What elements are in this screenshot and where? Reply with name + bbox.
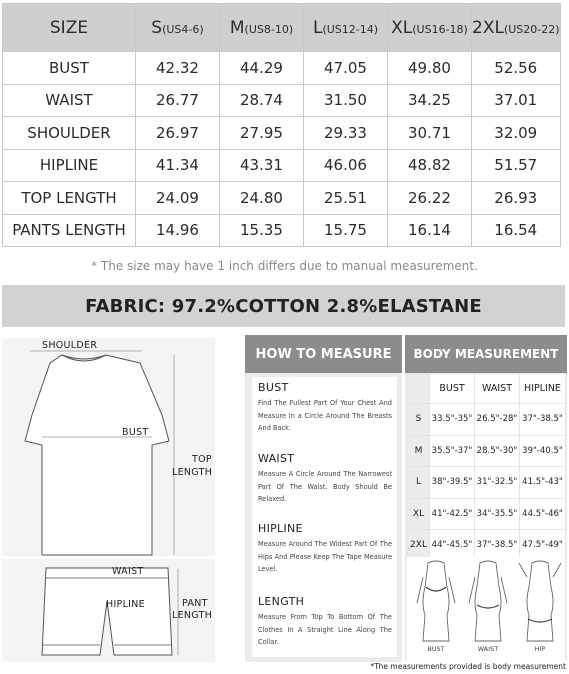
table-cell: 28.5"-30" — [475, 435, 520, 467]
table-cell: 15.35 — [220, 214, 304, 247]
body-measurement-title: BODY MEASUREMENT — [405, 335, 567, 373]
bust-body-icon — [411, 557, 461, 647]
body-measurement-panel — [405, 335, 567, 661]
table-row — [408, 435, 566, 467]
body-measurement-header-row — [408, 374, 566, 404]
waist-figure — [463, 557, 513, 661]
body-measurement-table — [407, 373, 566, 562]
size-cell: S — [408, 404, 430, 436]
measurement-note: * The size may have 1 inch differs due to manual measurement. — [91, 259, 478, 273]
hip-figure — [515, 557, 565, 661]
body-figures — [407, 557, 565, 661]
size-chart-table — [2, 3, 561, 247]
table-row — [3, 182, 561, 215]
measure-item-title: LENGTH — [258, 595, 305, 608]
table-cell: 26.93 — [472, 182, 561, 215]
how-to-measure-title: HOW TO MEASURE — [245, 335, 402, 373]
table-cell: 46.06 — [304, 149, 388, 182]
how-to-measure-panel — [245, 335, 402, 662]
table-cell: 44.29 — [220, 52, 304, 85]
table-row — [3, 117, 561, 150]
table-cell: 26.5"-28" — [475, 404, 520, 436]
table-cell: 52.56 — [472, 52, 561, 85]
size-cell: 2XL — [408, 530, 430, 562]
size-header-l: L(US12-14) — [304, 4, 388, 52]
table-row — [3, 52, 561, 85]
table-cell: 37"-38.5" — [475, 530, 520, 562]
table-cell: 26.77 — [136, 84, 220, 117]
table-cell: 15.75 — [304, 214, 388, 247]
hipline-label: HIPLINE — [106, 599, 145, 610]
table-row — [408, 498, 566, 530]
row-label: WAIST — [3, 84, 136, 117]
size-header-s: S(US4-6) — [136, 4, 220, 52]
shoulder-label: SHOULDER — [42, 340, 98, 351]
table-cell: 16.54 — [472, 214, 561, 247]
table-cell: 39"-40.5" — [520, 435, 566, 467]
table-cell: 41.34 — [136, 149, 220, 182]
waist-label: WAIST — [112, 566, 144, 577]
table-cell: 16.14 — [388, 214, 472, 247]
table-cell: 26.22 — [388, 182, 472, 215]
size-header-2xl: 2XL(US20-22) — [472, 4, 561, 52]
size-header-xl: XL(US16-18) — [388, 4, 472, 52]
measure-item-title: WAIST — [258, 452, 295, 465]
table-cell: 47.5"-49" — [520, 530, 566, 562]
table-cell: 42.32 — [136, 52, 220, 85]
size-cell: XL — [408, 498, 430, 530]
table-cell: 33.5"-35" — [430, 404, 475, 436]
table-cell: 24.80 — [220, 182, 304, 215]
table-cell: 37.01 — [472, 84, 561, 117]
hip-body-icon — [515, 557, 565, 647]
table-cell: 43.31 — [220, 149, 304, 182]
table-cell: 48.82 — [388, 149, 472, 182]
pant-length-label-line1: PANT — [182, 598, 208, 609]
measure-item-desc: Measure From Top To Bottom Of The Clothes In A Straight Line Along The Collar. — [258, 613, 392, 646]
table-cell: 41.5"-43" — [520, 467, 566, 499]
figure-label: BUST — [427, 645, 445, 653]
table-cell: 47.05 — [304, 52, 388, 85]
table-cell: 25.51 — [304, 182, 388, 215]
pant-length-label-line2: LENGTH — [172, 610, 213, 621]
table-cell: 32.09 — [472, 117, 561, 150]
bust-label: BUST — [122, 427, 149, 438]
table-row — [3, 149, 561, 182]
table-cell: 14.96 — [136, 214, 220, 247]
table-cell: 38"-39.5" — [430, 467, 475, 499]
how-to-measure-body — [252, 377, 397, 657]
table-cell: 34"-35.5" — [475, 498, 520, 530]
waist-body-icon — [463, 557, 513, 647]
measure-item-bust — [258, 381, 392, 435]
table-cell: 41"-42.5" — [430, 498, 475, 530]
figure-label: WAIST — [477, 645, 499, 653]
table-cell: 51.57 — [472, 149, 561, 182]
corner-cell — [408, 374, 430, 404]
top-length-label-line1: TOP — [192, 454, 212, 465]
column-header: HIPLINE — [520, 374, 566, 404]
fabric-text: FABRIC: 97.2%COTTON 2.8%ELASTANE — [85, 295, 482, 317]
table-cell: 35.5"-37" — [430, 435, 475, 467]
row-label: HIPLINE — [3, 149, 136, 182]
tshirt-icon — [25, 355, 169, 555]
figure-label: HIP — [534, 645, 546, 653]
table-cell: 26.97 — [136, 117, 220, 150]
table-row — [408, 404, 566, 436]
table-cell: 24.09 — [136, 182, 220, 215]
measure-item-title: BUST — [258, 381, 289, 394]
table-row — [3, 84, 561, 117]
table-cell: 49.80 — [388, 52, 472, 85]
table-cell: 28.74 — [220, 84, 304, 117]
table-cell: 34.25 — [388, 84, 472, 117]
size-chart-header-row — [3, 4, 561, 52]
table-cell: 31.50 — [304, 84, 388, 117]
garment-diagram — [2, 333, 240, 663]
measure-item-desc: Measure A Circle Around The Narrowest Part Of The Waist. Body Should Be Relaxed. — [258, 470, 392, 503]
measure-item-hipline — [258, 522, 392, 576]
measure-item-desc: Measure Around The Widest Part Of The Hips And Please Keep The Tape Measure Level. — [258, 540, 392, 573]
table-cell: 29.33 — [304, 117, 388, 150]
footnote: *The measurements provided is body measurement — [370, 662, 566, 671]
row-label: PANTS LENGTH — [3, 214, 136, 247]
table-row — [3, 214, 561, 247]
measure-item-length — [258, 595, 392, 649]
row-label: TOP LENGTH — [3, 182, 136, 215]
size-cell: M — [408, 435, 430, 467]
table-cell: 44"-45.5" — [430, 530, 475, 562]
measure-item-waist — [258, 452, 392, 506]
bust-figure — [411, 557, 461, 661]
row-label: SHOULDER — [3, 117, 136, 150]
size-header-label: SIZE — [3, 4, 136, 52]
top-length-label-line2: LENGTH — [172, 467, 213, 478]
measure-item-title: HIPLINE — [258, 522, 303, 535]
table-cell: 37"-38.5" — [520, 404, 566, 436]
column-header: WAIST — [475, 374, 520, 404]
row-label: BUST — [3, 52, 136, 85]
fabric-banner — [2, 285, 565, 327]
table-row — [408, 467, 566, 499]
column-header: BUST — [430, 374, 475, 404]
measure-item-desc: Find The Fullest Part Of Your Chest And Measure In a Circle Around The Breasts And Back. — [258, 399, 392, 432]
table-cell: 31"-32.5" — [475, 467, 520, 499]
table-cell: 44.5"-46" — [520, 498, 566, 530]
table-cell: 27.95 — [220, 117, 304, 150]
table-cell: 30.71 — [388, 117, 472, 150]
size-header-m: M(US8-10) — [220, 4, 304, 52]
size-cell: L — [408, 467, 430, 499]
